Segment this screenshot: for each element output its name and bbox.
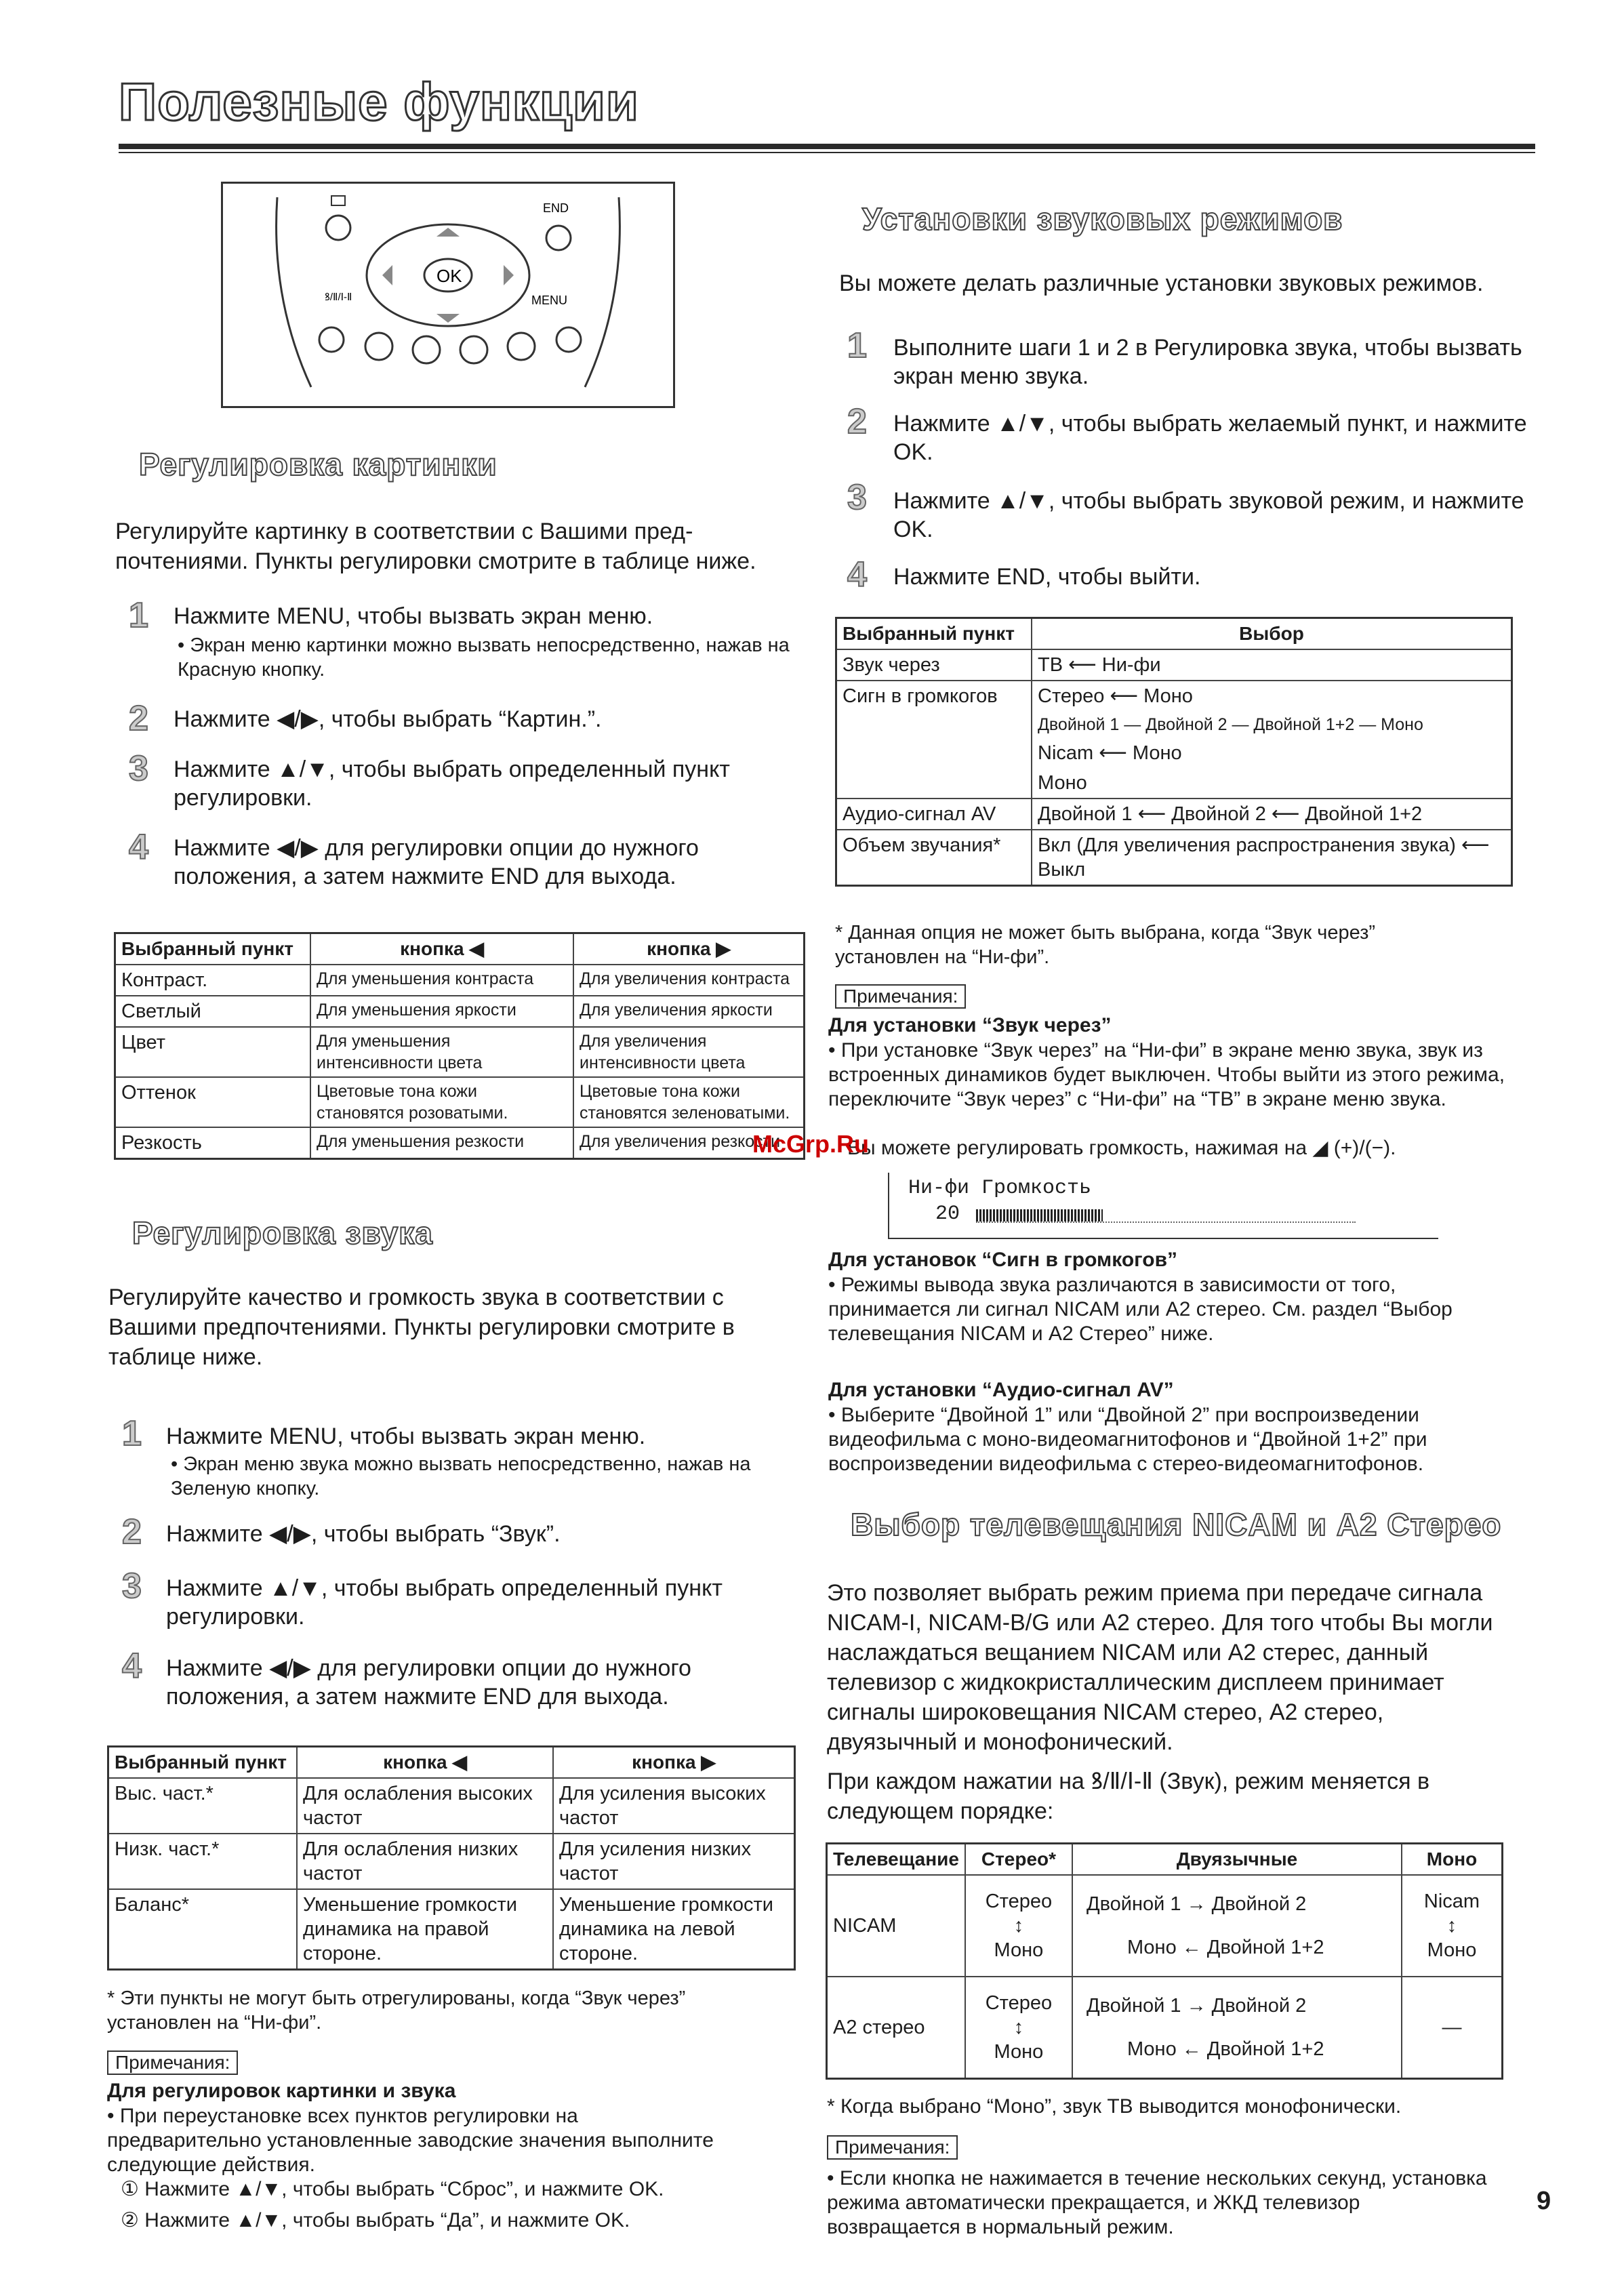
table-row: [836, 830, 1512, 886]
ok-label: OK: [437, 266, 462, 286]
sound-note-3: ② Нажмите ▲/▼, чтобы выбрать “Да”, и нажмите OK.: [121, 2209, 630, 2231]
sound-modes-step-1: Выполните шаги 1 и 2 в Регулировка звука, чтобы вызвать экран меню звука.: [893, 335, 1522, 389]
table-cell: Светлый: [115, 996, 311, 1027]
note2-body: • Режимы вывода звука различаются в зависимости от того, принимается ли сигнал NICAM или A2 стерео. См. раздел “Выбор телевещания NICAM и A2 Стерео” ниже.: [828, 1274, 1453, 1345]
sound-modes-step-3-num: 3: [847, 478, 867, 517]
menu-label: MENU: [531, 294, 567, 307]
updown-arrow-icon: ↕: [1013, 1915, 1024, 1937]
table-cell: Выс. част.*: [108, 1778, 298, 1834]
nicam-table-header: Стерео*: [965, 1844, 1072, 1876]
sound-note-1: • При переустановке всех пунктов регулировки на предварительно установленные заводские значения выполните следующие действия.: [107, 2105, 714, 2176]
mono-top: Nicam: [1423, 1891, 1480, 1912]
nicam-heading: Выбор телевещания NICAM и A2 Стерео: [851, 1507, 1502, 1542]
mono-bottom: Моно: [1427, 1939, 1477, 1961]
sound-modes-step-3: Нажмите ▲/▼, чтобы выбрать звуковой режим, и нажмите OK.: [893, 488, 1524, 542]
volume-bar: [976, 1209, 1356, 1223]
picture-step-1: Нажмите MENU, чтобы вызвать экран меню.: [174, 603, 653, 629]
sound-table-header: кнопка ◀: [297, 1747, 553, 1779]
note1-volume: Вы можете регулировать громкость, нажимая на ◢ (+)/(−).: [847, 1137, 1396, 1159]
page-title: Полезные функции: [119, 72, 639, 132]
sound-step-2-num: 2: [122, 1512, 142, 1552]
end-label: END: [543, 201, 569, 215]
sound-step-2: Нажмите ◀/▶, чтобы выбрать “Звук”.: [166, 1521, 561, 1547]
note3-head: Для установки “Аудио-сигнал AV”: [828, 1379, 1174, 1401]
table-cell: Для уменьшения контраста: [310, 965, 573, 996]
sound-modes-step-2-num: 2: [847, 402, 867, 441]
table-cell: [1402, 1977, 1503, 2078]
picture-intro: Регулируйте картинку в соответствии с Вашими пред-почтениями. Пункты регулировки смотрите в таблице ниже.: [115, 519, 756, 574]
picture-table-header: кнопка ▶: [573, 933, 805, 965]
updown-arrow-icon: ↕: [1446, 1915, 1457, 1937]
table-cell: Сигн в громкогов: [836, 681, 1032, 799]
nicam-footnote: * Когда выбрано “Моно”, звук ТВ выводится монофонически.: [827, 2095, 1402, 2118]
sound-modes-table-header: Выбор: [1032, 618, 1512, 650]
table-cell: Для увеличения резкости: [573, 1127, 805, 1159]
sound-modes-intro: Вы можете делать различные установки звуковых режимов.: [839, 270, 1484, 296]
stereo-bottom: Моно: [994, 2040, 1044, 2063]
picture-step-4-num: 4: [129, 828, 148, 867]
picture-step-3: Нажмите ▲/▼, чтобы выбрать определенный пункт регулировки.: [174, 756, 730, 811]
sound-step-1: Нажмите MENU, чтобы вызвать экран меню.: [166, 1423, 646, 1449]
table-cell: Баланс*: [108, 1889, 298, 1970]
nicam-table: [826, 1842, 1503, 2080]
table-row: [108, 1889, 795, 1970]
choice-line: Nicam ⟵ Моно: [1038, 742, 1182, 764]
table-cell: Для ослабления высоких частот: [297, 1778, 553, 1834]
table-cell: Контраст.: [115, 965, 311, 996]
table-row: [108, 1778, 795, 1834]
choice-line: Стерео ⟵ Моно: [1038, 685, 1193, 707]
choice-line: Моно: [1038, 772, 1087, 794]
sound-table-header: Выбранный пункт: [108, 1747, 298, 1779]
sound-step-3: Нажмите ▲/▼, чтобы выбрать определенный пункт регулировки.: [166, 1575, 723, 1630]
nicam-table-header: Двуязычные: [1072, 1844, 1402, 1876]
nicam-press-text: При каждом нажатии на ꝸ/Ⅱ/Ⅰ-Ⅱ (Звук), режим меняется в следующем порядке:: [827, 1769, 1430, 1824]
title-rule-thin: [119, 152, 1535, 153]
picture-step-3-num: 3: [129, 749, 148, 788]
sound-modes-step-4: Нажмите END, чтобы выйти.: [893, 564, 1201, 590]
volume-osd: [888, 1173, 1438, 1239]
choice-line: Двойной 1 — Двойной 2 — Двойной 1+2 — Моно: [1038, 715, 1423, 734]
dual-top: Двойной 1 → Двойной 2: [1086, 1994, 1307, 2017]
sound-modes-footnote: * Данная опция не может быть выбрана, когда “Звук через” установлен на “Ни-фи”.: [835, 922, 1376, 968]
table-cell: Для уменьшения яркости: [310, 996, 573, 1027]
table-cell: A2 стерео: [827, 1977, 965, 2078]
table-row: [115, 965, 805, 996]
sound-step-4: Нажмите ◀/▶ для регулировки опции до нужного положения, а затем нажмите END для выхода.: [166, 1655, 691, 1710]
table-row: [115, 1127, 805, 1159]
table-cell: Уменьшение громкости динамика на левой стороне.: [553, 1889, 795, 1970]
sound-modes-step-1-num: 1: [847, 326, 867, 365]
page-number: 9: [1537, 2187, 1551, 2215]
stereo-top: Стерео: [985, 1992, 1053, 2014]
table-cell: [965, 1875, 1072, 1977]
sound-step-1-num: 1: [122, 1414, 142, 1453]
remote-illustration: [221, 182, 675, 408]
picture-table-header: Выбранный пункт: [115, 933, 311, 965]
table-cell: Цветовые тона кожи становятся зеленоватыми.: [573, 1077, 805, 1127]
sound-label: ꝸ/Ⅱ/Ⅰ-Ⅱ: [325, 291, 352, 303]
picture-table: [114, 932, 805, 1160]
table-cell: [1072, 1875, 1402, 1977]
sound-intro: Регулируйте качество и громкость звука в соответствии с Вашими предпочтениями. Пункты регулировки смотрите в таблице ниже.: [108, 1285, 735, 1370]
table-cell: Для усиления высоких частот: [553, 1778, 795, 1834]
table-cell: Аудио-сигнал AV: [836, 799, 1032, 830]
watermark: McGrp.Ru: [752, 1130, 870, 1158]
table-row: [115, 1027, 805, 1077]
table-cell: Для увеличения интенсивности цвета: [573, 1027, 805, 1077]
nicam-intro: Это позволяет выбрать режим приема при передаче сигнала NICAM-I, NICAM-B/G или A2 стерео. Для того чтобы Вы могли наслаждаться вещанием NICAM или A2 стерес, данный телевизор с жидкокристаллическим дисплеем принимает сигналы широковещания NICAM стерео, A2 стерео, двуязычный и монофонический.: [827, 1580, 1493, 1755]
table-cell: ТВ ⟵ Ни-фи: [1032, 649, 1512, 681]
table-cell: Двойной 1 ⟵ Двойной 2 ⟵ Двойной 1+2: [1032, 799, 1512, 830]
sound-footnote: * Эти пункты не могут быть отрегулированы, когда “Звук через” установлен на “Ни-фи”.: [107, 1987, 686, 2034]
picture-table-header: кнопка ◀: [310, 933, 573, 965]
sound-modes-step-4-num: 4: [847, 555, 867, 594]
nicam-table-header: Моно: [1402, 1844, 1503, 1876]
sound-table: [107, 1745, 796, 1971]
table-cell: Вкл (Для увеличения распространения звука) ⟵ Выкл: [1032, 830, 1512, 886]
table-row: [827, 1875, 1503, 1977]
volume-bar-fill: [976, 1209, 1103, 1221]
stereo-bottom: Моно: [994, 1939, 1044, 1961]
dual-bottom: Моно ← Двойной 1+2: [1126, 1937, 1324, 1958]
sound-notes-badge: Примечания:: [107, 2050, 238, 2075]
table-cell: Уменьшение громкости динамика на правой стороне.: [297, 1889, 553, 1970]
table-cell: Для уменьшения резкости: [310, 1127, 573, 1159]
table-cell: [965, 1977, 1072, 2078]
stereo-top: Стерео: [985, 1891, 1053, 1912]
table-row: [827, 1977, 1503, 2078]
table-cell: Цвет: [115, 1027, 311, 1077]
table-row: [836, 799, 1512, 830]
table-cell: Оттенок: [115, 1077, 311, 1127]
table-cell: Для усиления низких частот: [553, 1834, 795, 1889]
sound-notes-head: Для регулировок картинки и звука: [107, 2080, 456, 2102]
table-cell: Для ослабления низких частот: [297, 1834, 553, 1889]
picture-step-2-num: 2: [129, 699, 148, 738]
note1-head: Для установки “Звук через”: [828, 1014, 1112, 1036]
nicam-notes-badge: Примечания:: [827, 2135, 958, 2160]
picture-step-2: Нажмите ◀/▶, чтобы выбрать “Картин.”.: [174, 706, 602, 732]
table-cell: Для увеличения контраста: [573, 965, 805, 996]
table-row: [115, 1077, 805, 1127]
sound-modes-step-2: Нажмите ▲/▼, чтобы выбрать желаемый пункт, и нажмите OK.: [893, 411, 1527, 465]
sound-note-2: ① Нажмите ▲/▼, чтобы выбрать “Сброс”, и нажмите OK.: [121, 2178, 664, 2200]
mono-top: —: [1442, 2016, 1462, 2038]
table-cell: Для уменьшения интенсивности цвета: [310, 1027, 573, 1077]
note3-body: • Выберите “Двойной 1” или “Двойной 2” при воспроизведении видеофильма с моно-видеомагнитофонов и “Двойной 1+2” при воспроизведении видеофильма с стерео-видеомагнитофонов.: [828, 1404, 1427, 1475]
dual-bottom: Моно ← Двойной 1+2: [1126, 2038, 1324, 2060]
picture-step-1-num: 1: [129, 596, 148, 635]
table-cell: [1032, 681, 1512, 799]
picture-heading: Регулировка картинки: [139, 447, 498, 482]
note1-body: • При установке “Звук через” на “Ни-фи” в экране меню звука, звук из встроенных динамиков будет выключен. Чтобы выйти из этого режима, переключите “Звук через” с “Ни-фи” на “ТВ” в экране меню звука.: [828, 1039, 1505, 1110]
table-cell: Резкость: [115, 1127, 311, 1159]
table-cell: Звук через: [836, 649, 1032, 681]
table-row: [836, 649, 1512, 681]
table-row: [108, 1834, 795, 1889]
note2-head: Для установок “Сигн в громкогов”: [828, 1249, 1178, 1271]
picture-step-4: Нажмите ◀/▶ для регулировки опции до нужного положения, а затем нажмите END для выхода.: [174, 835, 699, 889]
dual-top: Двойной 1 → Двойной 2: [1086, 1893, 1307, 1915]
table-cell: NICAM: [827, 1875, 965, 1977]
sound-step-1-sub: • Экран меню звука можно вызвать непосредственно, нажав на Зеленую кнопку.: [171, 1453, 751, 1499]
picture-step-1-sub: • Экран меню картинки можно вызвать непосредственно, нажав на Красную кнопку.: [178, 634, 790, 681]
sound-step-3-num: 3: [122, 1567, 142, 1606]
title-rule: [119, 144, 1535, 149]
table-cell: Цветовые тона кожи становятся розоватыми.: [310, 1077, 573, 1127]
sound-step-4-num: 4: [122, 1646, 142, 1686]
table-cell: [1072, 1977, 1402, 2078]
table-cell: Объем звучания*: [836, 830, 1032, 886]
sound-modes-table-header: Выбранный пункт: [836, 618, 1032, 650]
sound-table-header: кнопка ▶: [553, 1747, 795, 1779]
nicam-table-header: Телевещание: [827, 1844, 965, 1876]
remote-control-icon: [223, 184, 673, 406]
sound-modes-notes-badge: Примечания:: [835, 984, 966, 1009]
table-cell: [1402, 1875, 1503, 1977]
osd-title: Ни-фи Громкость: [908, 1177, 1092, 1200]
table-row: [836, 681, 1512, 799]
sound-heading: Регулировка звука: [132, 1215, 433, 1251]
sound-modes-table: [835, 617, 1513, 887]
updown-arrow-icon: ↕: [1013, 2016, 1024, 2038]
table-cell: Низк. част.*: [108, 1834, 298, 1889]
nicam-note: • Если кнопка не нажимается в течение нескольких секунд, установка режима автоматически прекращается, и ЖКД телевизор возвращается в нормальный режим.: [827, 2167, 1487, 2238]
table-cell: Для увеличения яркости: [573, 996, 805, 1027]
sound-modes-heading: Установки звуковых режимов: [862, 201, 1343, 237]
osd-value: 20: [935, 1203, 960, 1226]
table-row: [115, 996, 805, 1027]
